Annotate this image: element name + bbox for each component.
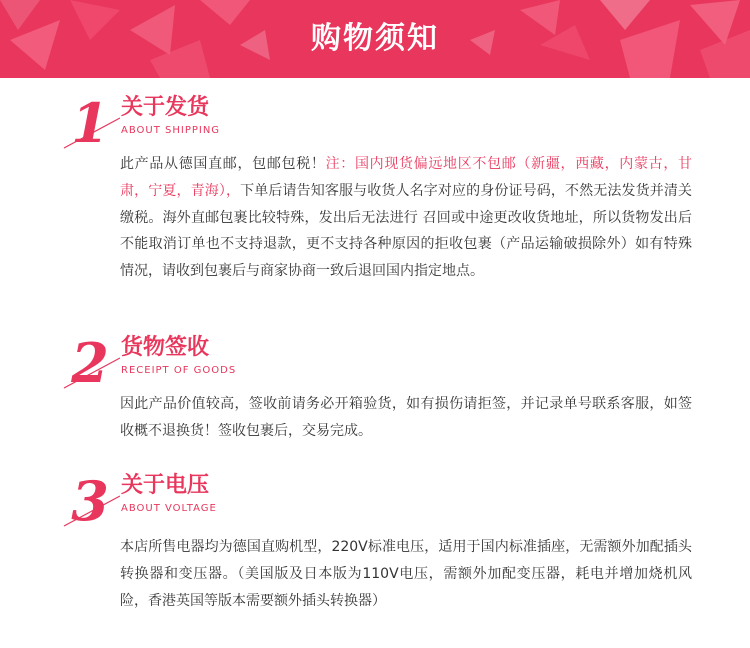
number-mark bbox=[60, 334, 120, 390]
section-body: 本店所售电器均为德国直购机型，220V标准电压，适用于国内标准插座，无需额外加配插头转换器和变压器。（美国版及日本版为110V电压，需额外加配变压器，耗电并增加烧机风险，香港英国等版本需要额外插头转换器） bbox=[120, 539, 692, 609]
number-mark bbox=[60, 472, 120, 528]
header-banner bbox=[0, 0, 750, 78]
section-title: 货物签收 bbox=[121, 335, 210, 360]
section-title: 关于电压 bbox=[121, 473, 210, 498]
section-receipt bbox=[0, 334, 750, 454]
number-mark-digit: 1 bbox=[71, 94, 109, 150]
body-rest: 下单后请告知客服与收货人名字对应的身份证号码，不然无法发货并清关缴税。海外直邮包裹比较特殊，发出后无法进行 召回或中途更改收货地址，所以货物发出后不能取消订单也不支持退款，更不支持各种原因的拒收包裹（产品运输破损除外）如有特殊情况，请收到包裹后与商家协商一致后退回国内指定地点。 bbox=[120, 182, 692, 280]
section-subtitle: RECEIPT OF GOODS bbox=[121, 365, 237, 376]
body-intro: 此产品从德国直邮，包邮包税！ bbox=[120, 156, 326, 172]
page-title: 购物须知 bbox=[311, 21, 439, 56]
section-body: 因此产品价值较高，签收前请务必开箱验货，如有损伤请拒签，并记录单号联系客服，如签收概不退换货！签收包裹后，交易完成。 bbox=[120, 396, 692, 439]
section-body bbox=[120, 151, 692, 285]
section-shipping bbox=[0, 94, 750, 314]
section-subtitle: ABOUT SHIPPING bbox=[121, 125, 221, 136]
section-subtitle: ABOUT VOLTAGE bbox=[121, 503, 217, 514]
number-mark bbox=[60, 94, 120, 150]
number-mark-digit: 2 bbox=[71, 334, 109, 390]
section-voltage bbox=[0, 472, 750, 622]
number-mark-digit: 3 bbox=[71, 472, 109, 528]
section-title: 关于发货 bbox=[121, 95, 210, 120]
body-highlight: 注：国内现货偏远地区不包邮（新疆，西藏，内蒙古，甘肃，宁夏，青海）， bbox=[120, 156, 692, 199]
